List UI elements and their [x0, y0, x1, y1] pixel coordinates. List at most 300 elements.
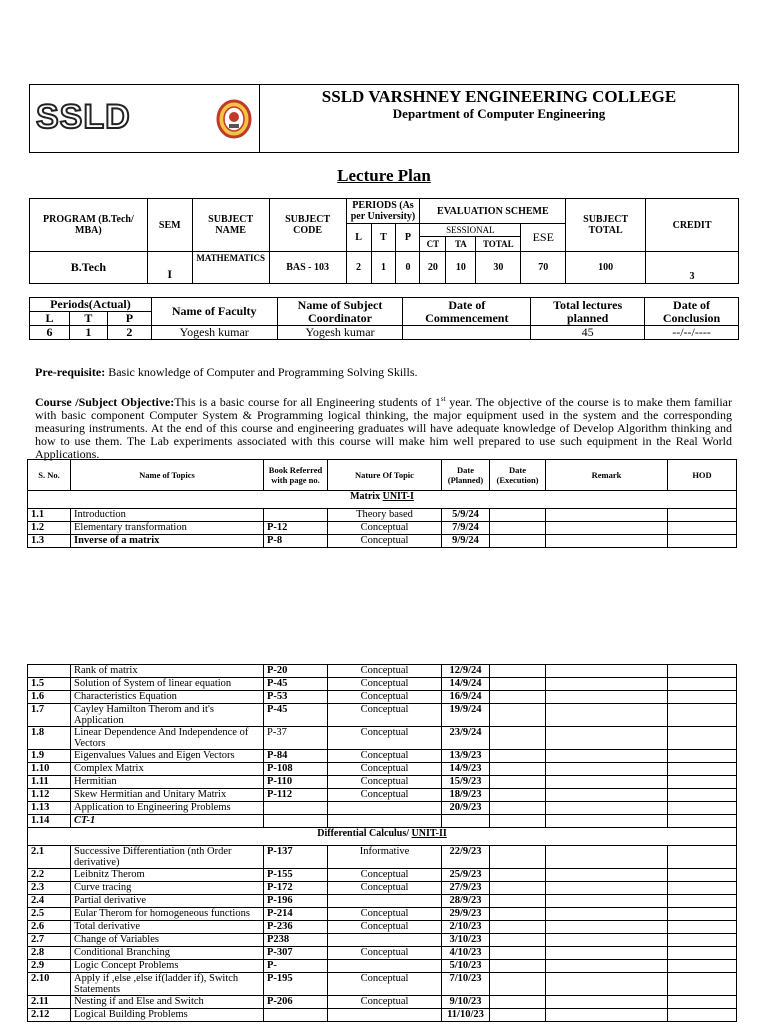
row-remark [546, 882, 668, 895]
row-sno: 2.3 [28, 882, 71, 895]
row-nature: Conceptual [328, 869, 442, 882]
row-sno: 2.12 [28, 1009, 71, 1022]
row-book: P-236 [264, 921, 328, 934]
row-topic: CT-1 [71, 815, 264, 828]
row-hod [668, 522, 737, 535]
table-row [28, 815, 737, 828]
row-remark [546, 921, 668, 934]
row-date-execution [490, 921, 546, 934]
row-hod [668, 691, 737, 704]
row-remark [546, 763, 668, 776]
table-row [28, 678, 737, 691]
row-date-planned: 16/9/24 [442, 691, 490, 704]
subject-code-value: BAS - 103 [269, 252, 346, 284]
row-topic: Successive Differentiation (nth Order derivative) [71, 846, 264, 869]
table-row [28, 776, 737, 789]
row-hod [668, 815, 737, 828]
unit-prefix: Differential Calculus/ [317, 828, 412, 839]
row-topic: Apply if ,else ,else if(ladder if), Switch Statements [71, 973, 264, 996]
row-sno: 1.11 [28, 776, 71, 789]
row-nature: Conceptual [328, 727, 442, 750]
department-name: Department of Computer Engineering [392, 106, 606, 121]
row-book: P-307 [264, 947, 328, 960]
row-hod [668, 960, 737, 973]
row-topic: Rank of matrix [71, 665, 264, 678]
periods-p-value: 2 [107, 326, 151, 340]
row-book: P-110 [264, 776, 328, 789]
unit-prefix: Matrix [350, 491, 383, 502]
objective-label: Course /Subject Objective: [35, 395, 175, 409]
execution-header: Date (Execution) [490, 460, 546, 491]
row-hod [668, 665, 737, 678]
prerequisite-text: Basic knowledge of Computer and Programming Solving Skills. [108, 365, 418, 379]
row-remark [546, 776, 668, 789]
row-nature: Conceptual [328, 921, 442, 934]
row-date-planned: 20/9/23 [442, 802, 490, 815]
commencement-header: Date of Commencement [403, 298, 531, 326]
row-book: P-53 [264, 691, 328, 704]
total-lectures-header: Total lectures planned [531, 298, 645, 326]
credit-header: CREDIT [646, 199, 739, 252]
coordinator-value: Yogesh kumar [277, 326, 403, 340]
row-hod [668, 750, 737, 763]
row-sno: 1.3 [28, 535, 71, 548]
row-topic: Logic Concept Problems [71, 960, 264, 973]
row-book: P-214 [264, 908, 328, 921]
row-remark [546, 934, 668, 947]
coordinator-header: Name of Subject Coordinator [277, 298, 403, 326]
faculty-header: Name of Faculty [151, 298, 277, 326]
t-header: T [371, 224, 396, 252]
row-nature: Conceptual [328, 996, 442, 1009]
objective-superscript: st [440, 395, 446, 403]
row-topic: Elementary transformation [71, 522, 264, 535]
row-remark [546, 908, 668, 921]
row-sno: 1.7 [28, 704, 71, 727]
periods-actual-header: Periods(Actual) [30, 298, 152, 312]
row-date-execution [490, 691, 546, 704]
row-remark [546, 509, 668, 522]
row-book [264, 815, 328, 828]
row-topic: Complex Matrix [71, 763, 264, 776]
hod-header: HOD [668, 460, 737, 491]
subject-total-header: SUBJECT TOTAL [566, 199, 646, 252]
row-book: P-45 [264, 678, 328, 691]
periods-l-header: L [30, 312, 70, 326]
row-remark [546, 960, 668, 973]
row-topic: Skew Hermitian and Unitary Matrix [71, 789, 264, 802]
topic-header: Name of Topics [71, 460, 264, 491]
periods-table [29, 297, 739, 340]
row-hod [668, 846, 737, 869]
subject-name-value: MATHEMATICS [192, 252, 269, 284]
l-header: L [346, 224, 371, 252]
row-date-execution [490, 802, 546, 815]
row-hod [668, 776, 737, 789]
row-date-execution [490, 934, 546, 947]
row-nature: Conceptual [328, 908, 442, 921]
row-nature [328, 960, 442, 973]
row-sno: 2.11 [28, 996, 71, 1009]
row-date-planned [442, 815, 490, 828]
row-topic: Introduction [71, 509, 264, 522]
row-sno: 1.14 [28, 815, 71, 828]
total-value: 30 [476, 252, 521, 284]
row-remark [546, 1009, 668, 1022]
row-nature: Informative [328, 846, 442, 869]
row-book: P-37 [264, 727, 328, 750]
subject-total-value: 100 [566, 252, 646, 284]
row-date-execution [490, 895, 546, 908]
table-row [28, 869, 737, 882]
row-remark [546, 704, 668, 727]
row-topic: Eigenvalues Values and Eigen Vectors [71, 750, 264, 763]
nature-header: Nature Of Topic [328, 460, 442, 491]
row-date-planned: 9/9/24 [442, 535, 490, 548]
row-sno: 1.5 [28, 678, 71, 691]
topics-table [27, 459, 737, 548]
row-hod [668, 704, 737, 727]
table-row [28, 882, 737, 895]
row-nature: Conceptual [328, 665, 442, 678]
subject-code-header: SUBJECT CODE [269, 199, 346, 252]
row-nature: Conceptual [328, 947, 442, 960]
total-lectures-value: 45 [531, 326, 645, 340]
row-hod [668, 934, 737, 947]
row-book: P-112 [264, 789, 328, 802]
row-remark [546, 691, 668, 704]
row-remark [546, 815, 668, 828]
row-nature: Conceptual [328, 678, 442, 691]
row-date-execution [490, 960, 546, 973]
row-sno: 1.10 [28, 763, 71, 776]
table-row [28, 750, 737, 763]
faculty-value: Yogesh kumar [151, 326, 277, 340]
periods-t-value: 1 [69, 326, 107, 340]
row-hod [668, 789, 737, 802]
table-row [28, 522, 737, 535]
row-book: P-137 [264, 846, 328, 869]
program-header: PROGRAM (B.Tech/ MBA) [30, 199, 148, 252]
row-date-execution [490, 882, 546, 895]
row-sno: 1.13 [28, 802, 71, 815]
l-value: 2 [346, 252, 371, 284]
row-date-execution [490, 678, 546, 691]
row-date-execution [490, 815, 546, 828]
row-hod [668, 678, 737, 691]
table-row [28, 691, 737, 704]
row-date-execution [490, 996, 546, 1009]
row-date-planned: 29/9/23 [442, 908, 490, 921]
row-remark [546, 869, 668, 882]
row-sno: 2.5 [28, 908, 71, 921]
remark-header: Remark [546, 460, 668, 491]
p-value: 0 [396, 252, 420, 284]
row-book: P-195 [264, 973, 328, 996]
row-date-execution [490, 908, 546, 921]
row-date-planned: 15/9/23 [442, 776, 490, 789]
row-remark [546, 727, 668, 750]
row-nature: Theory based [328, 509, 442, 522]
sno-header: S. No. [28, 460, 71, 491]
row-date-execution [490, 535, 546, 548]
prerequisite-label: Pre-requisite: [35, 365, 106, 379]
objective-text-start: This is a basic course for all Engineering students of 1 [174, 395, 441, 409]
row-hod [668, 802, 737, 815]
row-topic: Logical Building Problems [71, 1009, 264, 1022]
row-sno: 1.1 [28, 509, 71, 522]
sessional-header: SESSIONAL [420, 224, 521, 237]
row-hod [668, 973, 737, 996]
row-remark [546, 973, 668, 996]
row-date-planned: 22/9/23 [442, 846, 490, 869]
table-row [28, 947, 737, 960]
row-hod [668, 996, 737, 1009]
row-date-planned: 23/9/24 [442, 727, 490, 750]
row-date-planned: 11/10/23 [442, 1009, 490, 1022]
row-hod [668, 947, 737, 960]
ese-header: ESE [521, 224, 566, 252]
row-date-execution [490, 665, 546, 678]
ese-value: 70 [521, 252, 566, 284]
unit-header [28, 491, 737, 509]
row-date-execution [490, 750, 546, 763]
row-date-execution [490, 522, 546, 535]
row-nature [328, 934, 442, 947]
row-nature: Conceptual [328, 763, 442, 776]
row-sno: 1.12 [28, 789, 71, 802]
row-nature: Conceptual [328, 704, 442, 727]
emblem-icon [216, 99, 252, 139]
row-hod [668, 1009, 737, 1022]
row-sno: 2.8 [28, 947, 71, 960]
row-date-execution [490, 776, 546, 789]
college-name: SSLD VARSHNEY ENGINEERING COLLEGE [321, 87, 677, 106]
row-nature: Conceptual [328, 973, 442, 996]
table-row [28, 846, 737, 869]
row-date-planned: 7/10/23 [442, 973, 490, 996]
planned-header: Date (Planned) [442, 460, 490, 491]
row-hod [668, 921, 737, 934]
row-topic: Solution of System of linear equation [71, 678, 264, 691]
row-nature: Conceptual [328, 750, 442, 763]
topics-table-continued [27, 664, 737, 1022]
row-sno [28, 665, 71, 678]
row-sno: 2.4 [28, 895, 71, 908]
row-hod [668, 908, 737, 921]
row-date-planned: 9/10/23 [442, 996, 490, 1009]
row-topic: Nesting if and Else and Switch [71, 996, 264, 1009]
row-nature: Conceptual [328, 522, 442, 535]
row-nature: Conceptual [328, 535, 442, 548]
evaluation-header: EVALUATION SCHEME [420, 199, 566, 224]
row-book: P-108 [264, 763, 328, 776]
row-topic: Partial derivative [71, 895, 264, 908]
row-sno: 2.1 [28, 846, 71, 869]
row-date-planned: 14/9/23 [442, 763, 490, 776]
table-row [28, 763, 737, 776]
row-topic: Eular Therom for homogeneous functions [71, 908, 264, 921]
row-remark [546, 750, 668, 763]
row-hod [668, 895, 737, 908]
row-nature [328, 1009, 442, 1022]
row-hod [668, 869, 737, 882]
page-title: Lecture Plan [337, 166, 431, 185]
row-nature: Conceptual [328, 691, 442, 704]
row-date-planned: 18/9/23 [442, 789, 490, 802]
row-book: P- [264, 960, 328, 973]
row-date-execution [490, 789, 546, 802]
row-book: P-12 [264, 522, 328, 535]
row-sno: 2.9 [28, 960, 71, 973]
commencement-value [403, 326, 531, 340]
row-book [264, 802, 328, 815]
row-book [264, 509, 328, 522]
row-book: P-45 [264, 704, 328, 727]
row-date-execution [490, 869, 546, 882]
row-hod [668, 535, 737, 548]
row-remark [546, 846, 668, 869]
row-topic: Inverse of a matrix [71, 535, 264, 548]
row-nature: Conceptual [328, 776, 442, 789]
row-sno: 2.2 [28, 869, 71, 882]
table-row [28, 960, 737, 973]
row-book: P-20 [264, 665, 328, 678]
row-date-execution [490, 1009, 546, 1022]
row-date-execution [490, 509, 546, 522]
ta-header: TA [446, 237, 476, 252]
row-date-execution [490, 704, 546, 727]
row-book: P-196 [264, 895, 328, 908]
row-sno: 1.2 [28, 522, 71, 535]
row-topic: Characteristics Equation [71, 691, 264, 704]
sem-header: SEM [147, 199, 192, 252]
row-remark [546, 895, 668, 908]
row-book: P-8 [264, 535, 328, 548]
table-row [28, 1009, 737, 1022]
ta-value: 10 [446, 252, 476, 284]
row-date-planned: 3/10/23 [442, 934, 490, 947]
table-row [28, 509, 737, 522]
row-sno: 2.6 [28, 921, 71, 934]
row-remark [546, 996, 668, 1009]
row-book: P-206 [264, 996, 328, 1009]
unit-label: UNIT-II [411, 828, 447, 839]
table-row [28, 934, 737, 947]
row-hod [668, 509, 737, 522]
row-date-planned: 14/9/24 [442, 678, 490, 691]
course-objective [35, 393, 732, 461]
periods-l-value: 6 [30, 326, 70, 340]
table-row [28, 973, 737, 996]
row-remark [546, 678, 668, 691]
row-topic: Application to Engineering Problems [71, 802, 264, 815]
row-remark [546, 522, 668, 535]
credit-value: 3 [646, 252, 739, 284]
table-row [28, 802, 737, 815]
row-remark [546, 947, 668, 960]
logo-area [30, 85, 260, 152]
row-remark [546, 535, 668, 548]
college-header [29, 84, 739, 153]
row-date-execution [490, 947, 546, 960]
row-date-planned: 13/9/23 [442, 750, 490, 763]
row-date-planned: 7/9/24 [442, 522, 490, 535]
row-date-planned: 28/9/23 [442, 895, 490, 908]
row-book: P-84 [264, 750, 328, 763]
ct-value: 20 [420, 252, 446, 284]
total-header: TOTAL [476, 237, 521, 252]
row-hod [668, 727, 737, 750]
row-remark [546, 665, 668, 678]
row-topic: Curve tracing [71, 882, 264, 895]
p-header: P [396, 224, 420, 252]
row-book: P-172 [264, 882, 328, 895]
row-topic: Cayley Hamilton Therom and it's Application [71, 704, 264, 727]
row-nature [328, 815, 442, 828]
t-value: 1 [371, 252, 396, 284]
row-remark [546, 802, 668, 815]
row-hod [668, 882, 737, 895]
row-topic: Leibnitz Therom [71, 869, 264, 882]
row-date-execution [490, 727, 546, 750]
row-sno: 2.10 [28, 973, 71, 996]
row-nature: Conceptual [328, 789, 442, 802]
row-book: P-155 [264, 869, 328, 882]
table-row [28, 908, 737, 921]
row-topic: Total derivative [71, 921, 264, 934]
row-date-planned: 5/10/23 [442, 960, 490, 973]
row-date-execution [490, 973, 546, 996]
objective-text-end: year. The objective of the course is to make them familiar with basic component Computer System & Programming logical thinking, the major equipment used in the system and the corresponding measuring instruments. At the end of this course and engineering graduates will have adequate knowledge of Develop Algorithm thinking and how to use them. The Lab experiments associated with this course will make him well prepared to use such equipment in the Real World Applications. [35, 395, 732, 461]
row-topic: Change of Variables [71, 934, 264, 947]
ct-header: CT [420, 237, 446, 252]
row-nature [328, 802, 442, 815]
row-date-planned: 27/9/23 [442, 882, 490, 895]
college-logo: SSLD [36, 98, 131, 136]
subject-name-header: SUBJECT NAME [192, 199, 269, 252]
prerequisite [35, 366, 732, 379]
row-hod [668, 763, 737, 776]
program-value: B.Tech [30, 252, 148, 284]
row-date-planned: 19/9/24 [442, 704, 490, 727]
table-row [28, 665, 737, 678]
row-date-execution [490, 763, 546, 776]
row-sno: 2.7 [28, 934, 71, 947]
periods-p-header: P [107, 312, 151, 326]
row-date-planned: 5/9/24 [442, 509, 490, 522]
periods-t-header: T [69, 312, 107, 326]
unit-header [28, 828, 737, 846]
program-table [29, 198, 739, 284]
table-row [28, 727, 737, 750]
row-date-planned: 4/10/23 [442, 947, 490, 960]
table-row [28, 996, 737, 1009]
row-book [264, 1009, 328, 1022]
conclusion-value: --/--/---- [645, 326, 739, 340]
row-topic: Linear Dependence And Independence of Vectors [71, 727, 264, 750]
row-sno: 1.9 [28, 750, 71, 763]
row-topic: Hermitian [71, 776, 264, 789]
table-row [28, 895, 737, 908]
table-row [28, 789, 737, 802]
row-topic: Conditional Branching [71, 947, 264, 960]
row-nature [328, 895, 442, 908]
table-row [28, 921, 737, 934]
book-header: Book Referred with page no. [264, 460, 328, 491]
row-sno: 1.6 [28, 691, 71, 704]
row-sno: 1.8 [28, 727, 71, 750]
